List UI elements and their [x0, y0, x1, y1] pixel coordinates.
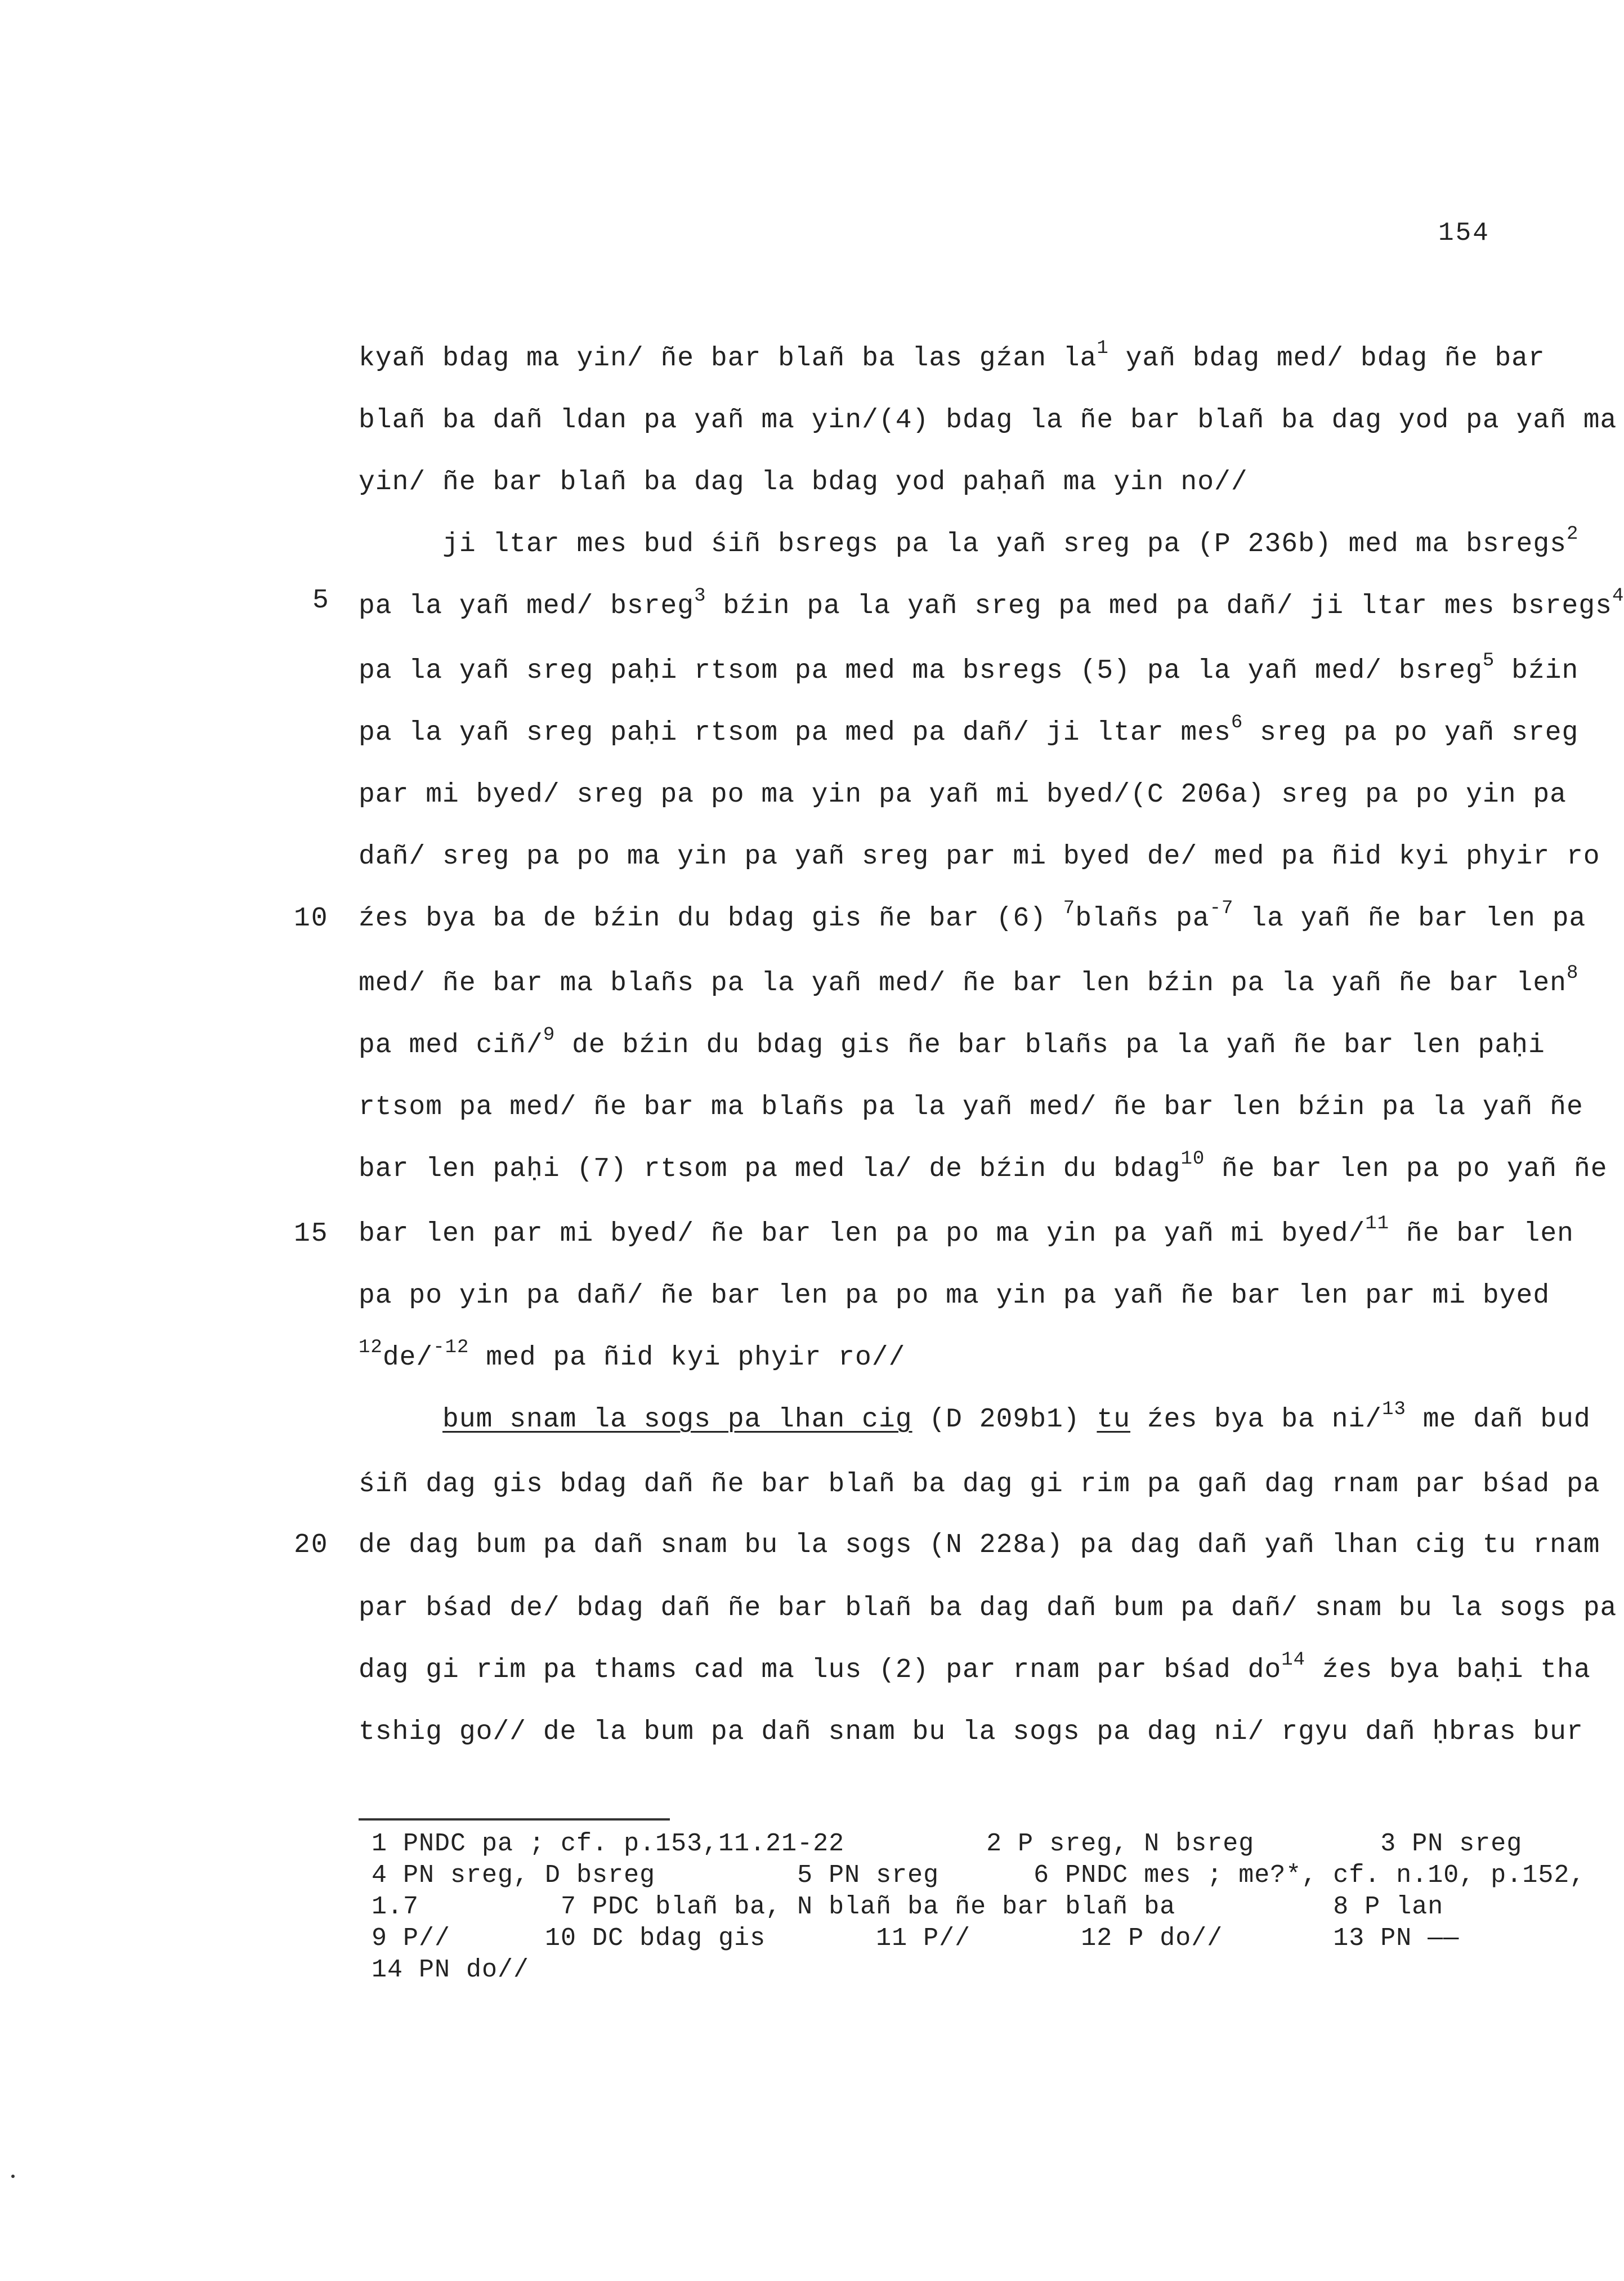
text-segment: pa la yañ sreg paḥi rtsom pa med pa dañ/ ji ltar mes [359, 718, 1231, 748]
footnote-marker: 1 [1097, 338, 1109, 359]
body-line [359, 1337, 906, 1388]
footnote-marker: 3 [694, 585, 706, 607]
footnote-marker: -12 [433, 1337, 469, 1358]
text-segment: pa med ciñ/ [359, 1030, 543, 1061]
text-segment: pa la yañ med/ bsreg [359, 591, 695, 621]
footnote-marker: 10 [1180, 1148, 1205, 1170]
text-segment: (D 209b1) [912, 1405, 1097, 1435]
line-number-20: 20 [294, 1530, 329, 1560]
text-segment: blañ ba dañ ldan pa yañ ma yin/(4) bdag la ñe bar blañ ba dag yod pa yañ ma [359, 405, 1617, 436]
text-segment: śiñ dag gis bdag dañ ñe bar blañ ba dag gi rim pa gañ dag rnam par bśad pa [359, 1469, 1600, 1500]
text-segment: la yañ ñe bar len pa [1233, 904, 1586, 934]
footnote-marker: 7 [1063, 898, 1076, 919]
text-segment: bźin pa la yañ sreg pa med pa dañ/ ji ltar mes bsregs [706, 591, 1612, 621]
line-number-10: 10 [294, 904, 329, 934]
footnote-marker: 4 [1612, 585, 1624, 607]
body-line [359, 1148, 1608, 1199]
text-segment: tshig go// de la bum pa dañ snam bu la sogs pa dag ni/ rgyu dañ ḥbras bur [359, 1717, 1583, 1747]
footnote-line: 1.7 7 PDC blañ ba, N blañ ba ñe bar blañ ba 8 P lan [372, 1893, 1444, 1921]
body-line [359, 898, 1586, 949]
text-segment: sreg pa po yañ sreg [1243, 718, 1579, 748]
body-line [359, 650, 1579, 701]
text-segment: rtsom pa med/ ñe bar ma blañs pa la yañ med/ ñe bar len bźin pa la yañ ñe [359, 1092, 1583, 1122]
text-segment: de dag bum pa dañ snam bu la sogs (N 228a) pa dag dañ yañ lhan cig tu rnam [359, 1530, 1600, 1560]
text-segment: ji ltar mes bud śiñ bsregs pa la yañ sreg pa (P 236b) med ma bsregs [359, 529, 1567, 560]
footnote-marker: 6 [1231, 712, 1243, 734]
body-line [359, 1399, 1591, 1450]
body-line [359, 585, 1624, 636]
line-number-15: 15 [294, 1219, 329, 1249]
text-segment: yañ bdag med/ bdag ñe bar [1108, 343, 1545, 374]
text-segment: dag gi rim pa thams cad ma lus (2) par rnam par bśad do [359, 1655, 1282, 1685]
underlined-text: bum snam la sogs pa lhan cig [442, 1405, 912, 1435]
footnote-marker: 11 [1365, 1213, 1390, 1235]
page-number: 154 [1438, 218, 1490, 248]
body-line [359, 1469, 1600, 1514]
body-line [359, 1092, 1583, 1137]
body-line [359, 1025, 1545, 1075]
text-segment: par bśad de/ bdag dañ ñe bar blañ ba dag dañ bum pa dañ/ snam bu la sogs pa [359, 1593, 1617, 1623]
text-segment: ñe bar len pa po yañ ñe [1205, 1154, 1608, 1184]
footnote-line: 9 P// 10 DC bdag gis 11 P// 12 P do// 13 PN —— [372, 1924, 1460, 1953]
text-segment: pa po yin pa dañ/ ñe bar len pa po ma yin pa yañ ñe bar len par mi byed [359, 1281, 1550, 1311]
body-line [359, 524, 1579, 574]
line-number-5: 5 [312, 585, 330, 616]
text-segment: med pa ñid kyi phyir ro// [469, 1343, 906, 1373]
footnote-marker: 5 [1482, 650, 1495, 672]
scan-speck [11, 2175, 15, 2178]
text-segment: bar len paḥi (7) rtsom pa med la/ de bźin du bdag [359, 1154, 1181, 1184]
footnote-marker: 8 [1566, 963, 1579, 984]
text-segment: pa la yañ sreg paḥi rtsom pa med ma bsregs (5) pa la yañ med/ bsreg [359, 656, 1483, 686]
text-segment: par mi byed/ sreg pa po ma yin pa yañ mi byed/(C 206a) sreg pa po yin pa [359, 780, 1567, 810]
footnote-marker: 12 [359, 1337, 383, 1358]
footnote-rule [359, 1818, 670, 1821]
body-line [359, 842, 1600, 887]
footnote-line: 1 PNDC pa ; cf. p.153,11.21-22 2 P sreg, N bsreg 3 PN sreg [372, 1830, 1523, 1858]
footnote-line: 4 PN sreg, D bsreg 5 PN sreg 6 PNDC mes ; me?*, cf. n.10, p.152, [372, 1861, 1586, 1890]
body-line [359, 1213, 1574, 1264]
text-segment: ñe bar len [1389, 1219, 1574, 1249]
footnote-line: 14 PN do// [372, 1956, 530, 1984]
footnote-marker: 14 [1281, 1649, 1306, 1671]
text-segment: bar len par mi byed/ ñe bar len pa po ma yin pa yañ mi byed/ [359, 1219, 1366, 1249]
footnote-marker: 9 [543, 1025, 556, 1046]
text-segment: dañ/ sreg pa po ma yin pa yañ sreg par mi byed de/ med pa ñid kyi phyir ro [359, 842, 1600, 872]
text-segment: źes bya ba de bźin du bdag gis ñe bar (6) [359, 904, 1063, 934]
body-line [359, 1530, 1600, 1575]
body-line [359, 963, 1579, 1013]
text-segment: źes bya baḥi tha [1305, 1655, 1591, 1685]
footnote-marker: -7 [1209, 898, 1234, 919]
body-line [359, 712, 1579, 763]
body-line [359, 1281, 1550, 1326]
body-line [359, 1649, 1591, 1700]
body-line [359, 780, 1567, 825]
text-segment: bźin [1495, 656, 1579, 686]
text-segment: med/ ñe bar ma blañs pa la yañ med/ ñe bar len bźin pa la yañ ñe bar len [359, 968, 1567, 999]
text-segment: de/ [382, 1343, 433, 1373]
body-line [359, 405, 1617, 450]
underlined-text: tu [1097, 1405, 1131, 1435]
text-segment [359, 1405, 442, 1435]
footnote-marker: 2 [1566, 524, 1579, 545]
body-line [359, 1717, 1583, 1762]
body-line [359, 1593, 1617, 1638]
body-line [359, 338, 1545, 388]
body-line [359, 467, 1248, 512]
text-segment: kyañ bdag ma yin/ ñe bar blañ ba las gźan la [359, 343, 1097, 374]
text-segment: me dañ bud [1406, 1405, 1591, 1435]
text-segment: blañs pa [1075, 904, 1210, 934]
text-segment: źes bya ba ni/ [1130, 1405, 1383, 1435]
text-segment: yin/ ñe bar blañ ba dag la bdag yod paḥañ ma yin no// [359, 467, 1248, 498]
footnote-marker: 13 [1382, 1399, 1406, 1420]
text-segment: de bźin du bdag gis ñe bar blañs pa la yañ ñe bar len paḥi [555, 1030, 1545, 1061]
